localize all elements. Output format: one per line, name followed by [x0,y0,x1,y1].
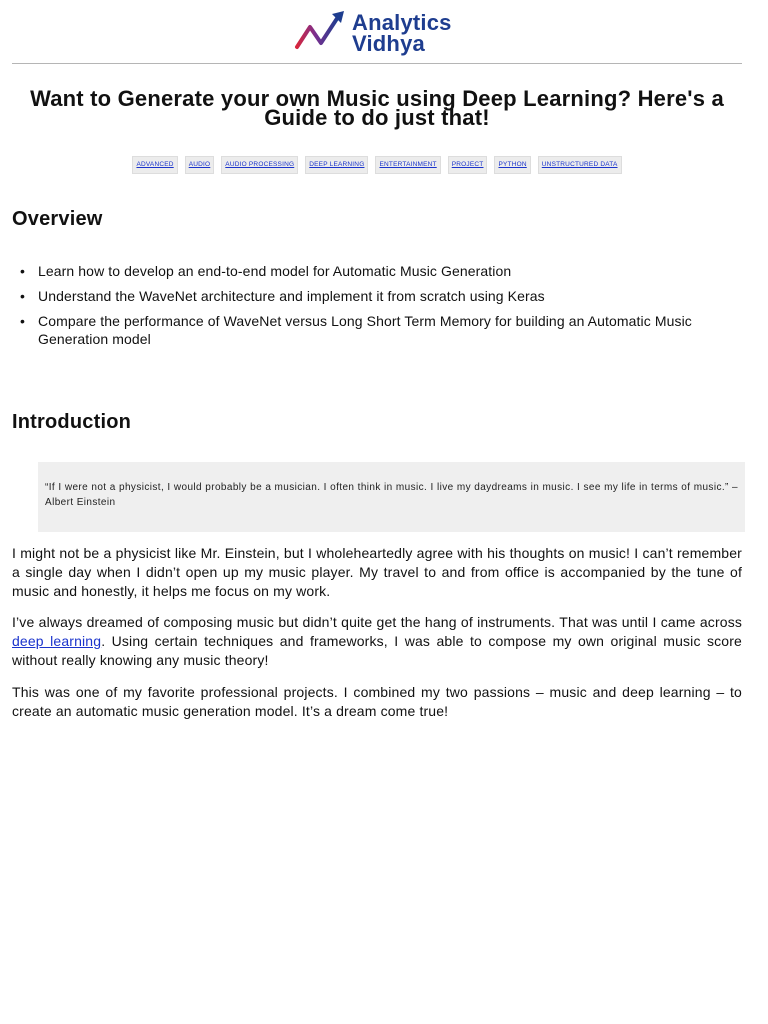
tag-link[interactable]: ENTERTAINMENT [375,156,440,174]
quote-text: “If I were not a physicist, I would probably be a musician. I often think in music. I live my daydreams in music. I see my life in terms of music.” – Albert Einstein [45,482,738,508]
overview-heading: Overview [12,208,103,230]
tag-list [12,156,742,174]
logo-line-2: Vidhya [352,31,425,56]
site-header [12,0,742,64]
deep-learning-link[interactable]: deep learning [12,633,102,649]
logo-line-1: Analytics [352,10,452,35]
tag-link[interactable]: UNSTRUCTURED DATA [538,156,622,174]
overview-list [38,262,738,355]
tag-link[interactable]: PROJECT [448,156,488,174]
tag-link[interactable]: AUDIO PROCESSING [221,156,298,174]
list-item: • Understand the WaveNet architecture and implement it from scratch using Keras [38,287,738,305]
intro-paragraph-3: This was one of my favorite professional projects. I combined my two passions – music and deep learning – to create an automatic music generation model. It’s a dream come true! [12,684,742,719]
tag-link[interactable]: AUDIO [185,156,215,174]
introduction-heading: Introduction [12,411,132,433]
tag-link[interactable]: PYTHON [494,156,530,174]
site-logo[interactable] [294,8,476,58]
paragraph-text: I’ve always dreamed of composing music but didn’t quite get the hang of instruments. That was until I came across [12,614,742,630]
paragraph-text: . Using certain techniques and frameworks, I was able to compose my own original music score without really knowing any music theory! [12,633,742,668]
logo-wordmark [352,12,452,54]
list-item: • Learn how to develop an end-to-end model for Automatic Music Generation [38,262,738,280]
tag-link[interactable]: ADVANCED [132,156,177,174]
intro-paragraph-2 [12,613,742,670]
einstein-quote [38,462,745,532]
tag-link[interactable]: DEEP LEARNING [305,156,368,174]
trend-arrow-logo-icon [294,9,356,58]
list-item: • Compare the performance of WaveNet versus Long Short Term Memory for building an Automatic Music Generation model [38,312,738,348]
article-title: Want to Generate your own Music using Deep Learning? Here's a Guide to do just that! [30,86,724,130]
intro-paragraph-1: I might not be a physicist like Mr. Einstein, but I wholeheartedly agree with his thoughts on music! I can’t remember a single day when I didn’t open up my music player. My travel to and from office is accompanied by the tune of music and honestly, it helps me focus on my work. [12,545,742,599]
